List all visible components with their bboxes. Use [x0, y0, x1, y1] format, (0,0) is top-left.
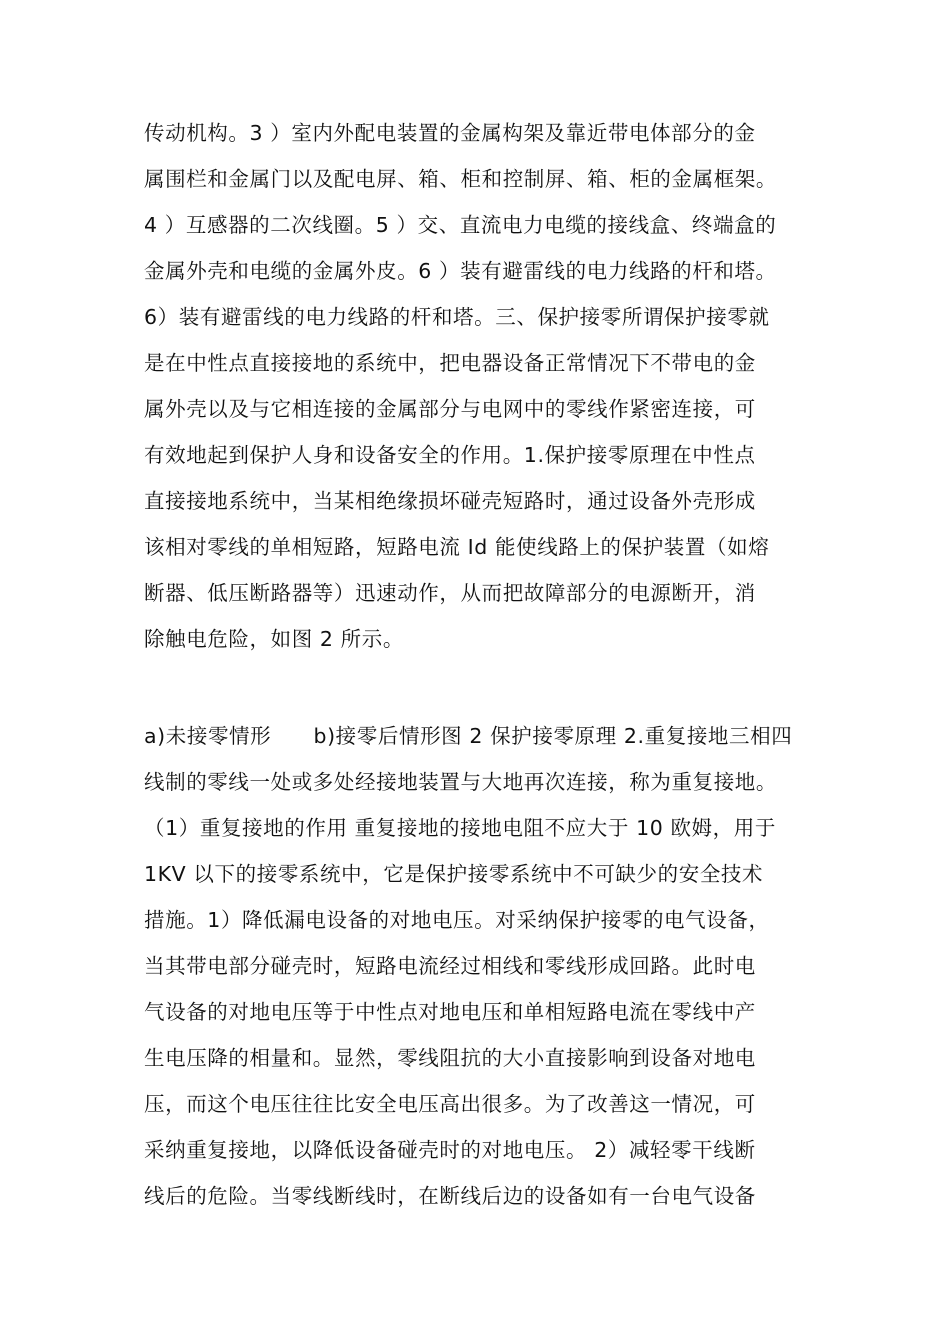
- text-line: 6）装有避雷线的电力线路的杆和塔。三、保护接零所谓保护接零就: [144, 305, 770, 329]
- text-line: a)未接零情形 b)接零后情形图 2 保护接零原理 2.重复接地三相四: [144, 724, 793, 748]
- text-line: 该相对零线的单相短路，短路电流 Id 能使线路上的保护装置（如熔: [144, 535, 770, 559]
- text-line: 直接接地系统中，当某相绝缘损坏碰壳短路时，通过设备外壳形成: [144, 489, 756, 513]
- text-line: 属围栏和金属门以及配电屏、箱、柜和控制屏、箱、柜的金属框架。: [144, 167, 777, 191]
- text-line: 有效地起到保护人身和设备安全的作用。1.保护接零原理在中性点: [144, 443, 756, 467]
- text-line: 线后的危险。当零线断线时，在断线后边的设备如有一台电气设备: [144, 1184, 756, 1208]
- text-line: 4 ）互感器的二次线圈。5 ）交、直流电力电缆的接线盒、终端盒的: [144, 213, 777, 237]
- text-line: 气设备的对地电压等于中性点对地电压和单相短路电流在零线中产: [144, 1000, 756, 1024]
- text-line: 除触电危险，如图 2 所示。: [144, 627, 404, 651]
- text-line: （1）重复接地的作用 重复接地的接地电阻不应大于 10 欧姆，用于: [144, 816, 776, 840]
- text-line: 生电压降的相量和。显然，零线阻抗的大小直接影响到设备对地电: [144, 1046, 756, 1070]
- text-line: 断器、低压断路器等）迅速动作，从而把故障部分的电源断开，消: [144, 581, 756, 605]
- text-line: 金属外壳和电缆的金属外皮。6 ）装有避雷线的电力线路的杆和塔。: [144, 259, 777, 283]
- text-line: 1KV 以下的接零系统中，它是保护接零系统中不可缺少的安全技术: [144, 862, 764, 886]
- text-line: 线制的零线一处或多处经接地装置与大地再次连接，称为重复接地。: [144, 770, 777, 794]
- text-line: 措施。1）降低漏电设备的对地电压。对采纳保护接零的电气设备，: [144, 908, 770, 932]
- text-line: 是在中性点直接接地的系统中，把电器设备正常情况下不带电的金: [144, 351, 756, 375]
- text-line: 压，而这个电压往往比安全电压高出很多。为了改善这一情况，可: [144, 1092, 756, 1116]
- text-line: 传动机构。3 ）室内外配电装置的金属构架及靠近带电体部分的金: [144, 121, 756, 145]
- text-line: 属外壳以及与它相连接的金属部分与电网中的零线作紧密连接，可: [144, 397, 756, 421]
- text-line: 当其带电部分碰壳时，短路电流经过相线和零线形成回路。此时电: [144, 954, 756, 978]
- text-line: 采纳重复接地，以降低设备碰壳时的对地电压。 2）减轻零干线断: [144, 1138, 756, 1162]
